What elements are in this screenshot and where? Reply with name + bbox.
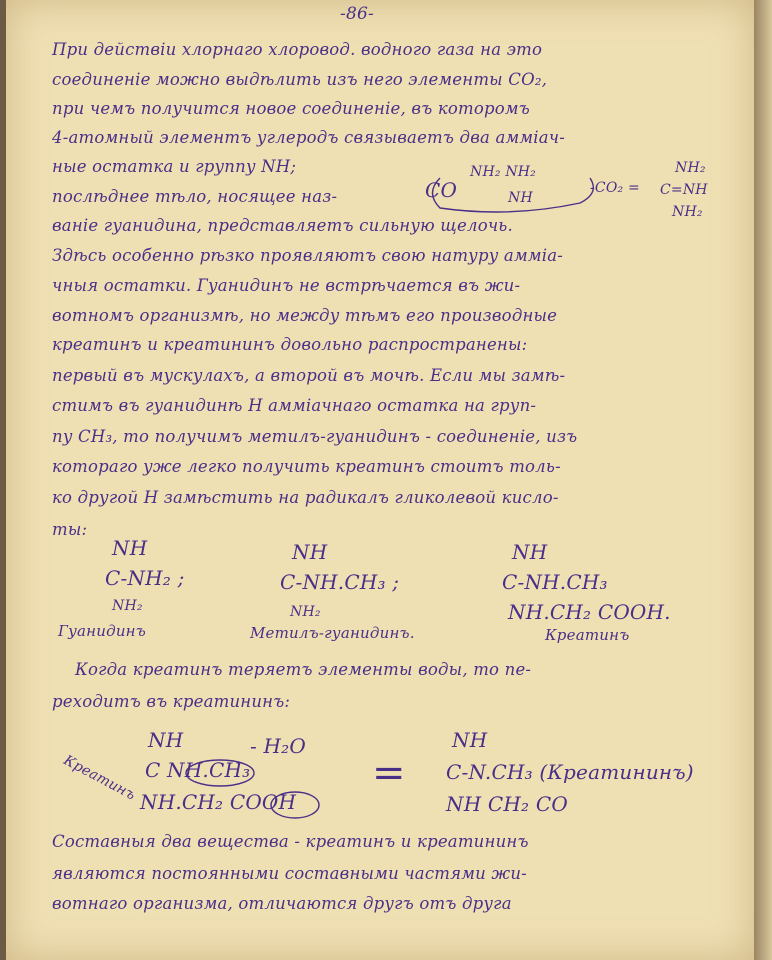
text-line: стимъ въ гуанидинѣ H амміачнаго остатка на груп- <box>52 396 537 415</box>
reaction-side-note: Креатинъ <box>60 752 139 804</box>
text-line: вотнаго организма, отличаются другъ отъ друга <box>52 894 512 913</box>
text-line: вотномъ организмѣ, но между тѣмъ его производные <box>52 306 558 325</box>
formula-creatine-bottom: NH.CH₂ COOH. <box>508 600 671 624</box>
formula-methylguanidine-middle: C-NH.CH₃ ; <box>280 570 400 594</box>
text-line: Когда креатинъ теряетъ элементы воды, то пе- <box>75 660 532 679</box>
text-line: ваніе гуанидина, представляетъ сильную щелочь. <box>52 216 513 235</box>
scheme-nh: NH <box>508 190 533 206</box>
scheme-product-top: NH₂ <box>675 160 706 176</box>
page-number: -86- <box>340 4 374 24</box>
formula-methylguanidine-caption: Метилъ-гуанидинъ. <box>250 624 415 642</box>
text-line: при чемъ получится новое соединеніе, въ которомъ <box>52 99 530 118</box>
reaction-right-bottom: NH CH₂ CO <box>446 792 568 816</box>
scheme-bracket <box>420 168 620 218</box>
text-line: Здѣсь особенно рѣзко проявляютъ свою натуру амміа- <box>52 246 564 265</box>
formula-creatine-middle: C-NH.CH₃ <box>502 570 608 594</box>
scheme-product-mid: C=NH <box>660 182 708 198</box>
reaction-left-bottom: NH.CH₂ COOH <box>140 790 297 814</box>
text-line: пу CH₃, то получимъ метилъ-гуанидинъ - соединеніе, изъ <box>52 427 578 446</box>
text-line: реходитъ въ креатининъ: <box>52 692 291 711</box>
formula-guanidine-middle: C-NH₂ ; <box>105 566 185 590</box>
reaction-minus-water: - H₂O <box>250 734 306 758</box>
formula-guanidine-top: NH <box>112 536 148 560</box>
reaction-right-mid: C-N.CH₃ (Креатининъ) <box>446 760 694 784</box>
text-line: Составныя два вещества - креатинъ и креатининъ <box>52 832 529 851</box>
text-line: 4-атомный элементъ углеродъ связываетъ два амміач- <box>52 128 566 147</box>
text-line: При действіи хлорнаго хлоровод. водного газа на это <box>52 40 543 59</box>
text-line: чныя остатки. Гуанидинъ не встрѣчается въ жи- <box>52 276 521 295</box>
scheme-co: CO <box>425 178 458 202</box>
reaction-left-top: NH <box>148 728 184 752</box>
scheme-arrow: -CO₂ = <box>590 180 640 196</box>
formula-creatine-caption: Креатинъ <box>545 626 630 644</box>
text-line: первый въ мускулахъ, а второй въ мочѣ. Если мы замѣ- <box>52 366 566 385</box>
formula-creatine-top: NH <box>512 540 548 564</box>
text-line: котораго уже легко получить креатинъ стоитъ толь- <box>52 457 561 476</box>
text-line: ты: <box>52 520 88 539</box>
text-line: ко другой H замѣстить на радикалъ гликолевой кисло- <box>52 488 559 507</box>
reaction-left-mid: C NH.CH₃ <box>145 758 251 782</box>
scheme-nh2-nh2: NH₂ NH₂ <box>470 164 536 180</box>
text-line: креатинъ и креатининъ довольно распространены: <box>52 335 528 354</box>
scheme-product-bottom: NH₂ <box>672 204 703 220</box>
reaction-circles <box>165 755 335 825</box>
formula-guanidine-bottom: NH₂ <box>112 598 143 614</box>
formula-guanidine-caption: Гуанидинъ <box>58 622 146 640</box>
text-line: послѣднее тѣло, носящее наз- <box>52 187 338 206</box>
reaction-right-top: NH <box>452 728 488 752</box>
page-edge <box>754 0 772 960</box>
text-line: являются постоянными составными частями жи- <box>52 864 527 883</box>
formula-methylguanidine-top: NH <box>292 540 328 564</box>
text-line: соединеніе можно выдѣлить изъ него элементы CO₂, <box>52 70 548 89</box>
reaction-equals: = <box>372 750 406 796</box>
formula-methylguanidine-bottom: NH₂ <box>290 604 321 620</box>
text-line: ные остатка и группу NH; <box>52 157 297 176</box>
